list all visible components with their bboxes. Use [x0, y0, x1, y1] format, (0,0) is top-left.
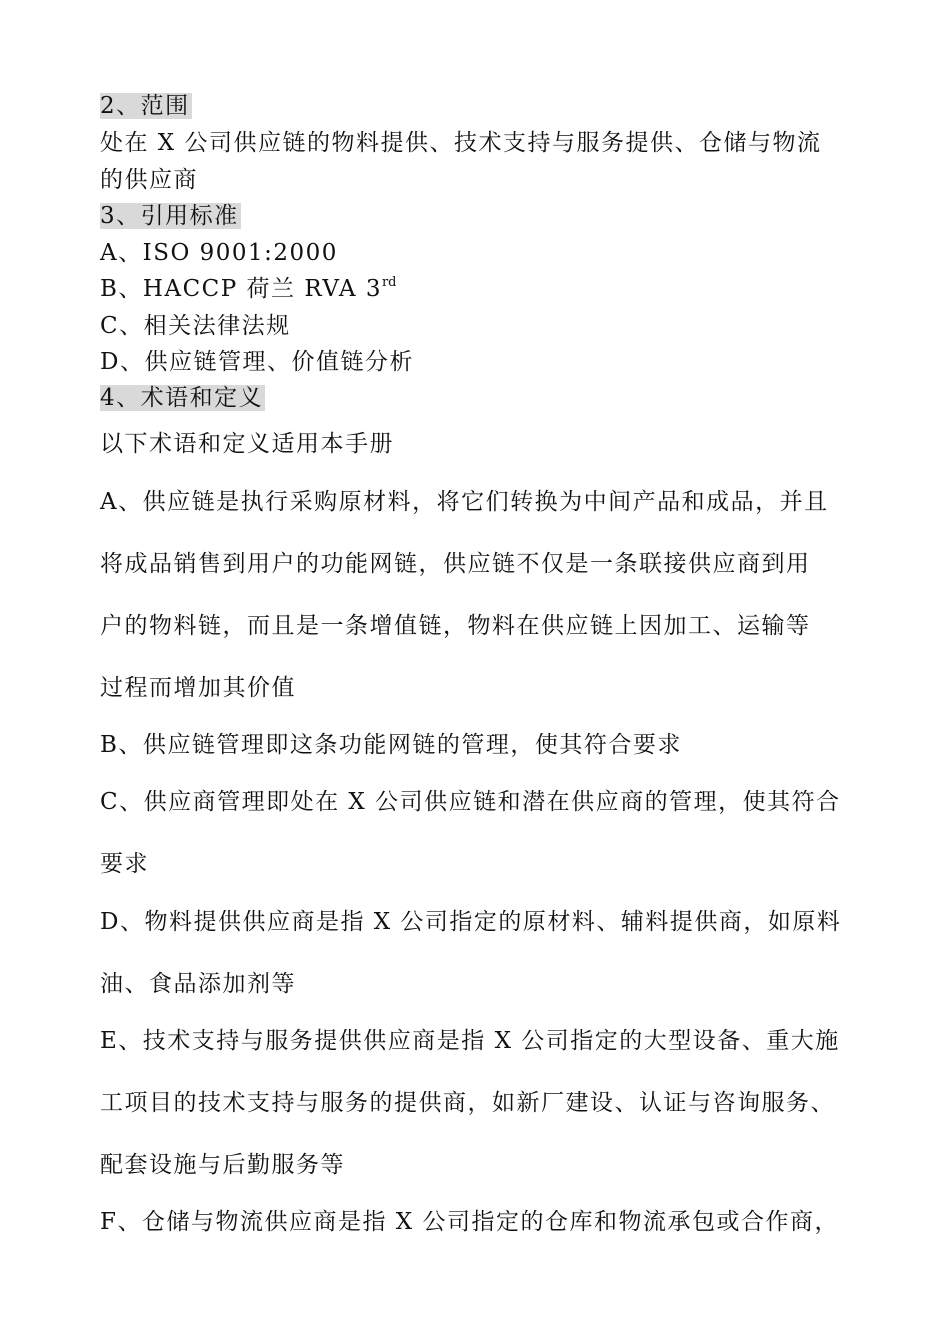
reference-item-a: A、ISO 9001:2000 — [100, 240, 338, 266]
reference-item-b — [100, 273, 397, 305]
section-heading-terms — [100, 382, 265, 414]
terms-line-8: D、物料提供供应商是指 X 公司指定的原材料、辅料提供商，如原料 — [100, 909, 842, 935]
terms-line-5: B、供应链管理即这条功能网链的管理，使其符合要求 — [100, 732, 682, 758]
reference-item-c: C、相关法律法规 — [100, 313, 291, 339]
heading-text: 4、术语和定义 — [100, 385, 264, 411]
terms-line-3: 户的物料链，而且是一条增值链，物料在供应链上因加工、运输等 — [100, 613, 811, 639]
heading-text: 3、引用标准 — [100, 203, 239, 229]
terms-line-2: 将成品销售到用户的功能网链，供应链不仅是一条联接供应商到用 — [100, 551, 811, 577]
terms-intro: 以下术语和定义适用本手册 — [100, 431, 394, 457]
section-heading-references — [100, 200, 241, 232]
superscript-rd: rd — [381, 275, 397, 290]
terms-line-12: 配套设施与后勤服务等 — [100, 1152, 345, 1178]
terms-line-9: 油、食品添加剂等 — [100, 971, 296, 997]
section-heading-scope — [100, 90, 192, 122]
terms-line-11: 工项目的技术支持与服务的提供商，如新厂建设、认证与咨询服务、 — [100, 1090, 835, 1116]
reference-item-d: D、供应链管理、价值链分析 — [100, 349, 414, 375]
terms-line-10: E、技术支持与服务提供供应商是指 X 公司指定的大型设备、重大施 — [100, 1028, 840, 1054]
reference-item-b-text: B、HACCP 荷兰 RVA 3 — [100, 276, 382, 302]
scope-line-2: 的供应商 — [100, 167, 198, 193]
heading-text: 2、范围 — [100, 93, 190, 119]
terms-line-7: 要求 — [100, 851, 149, 877]
terms-line-6: C、供应商管理即处在 X 公司供应链和潜在供应商的管理，使其符合 — [100, 789, 841, 815]
terms-line-1: A、供应链是执行采购原材料，将它们转换为中间产品和成品，并且 — [100, 489, 829, 515]
terms-line-4: 过程而增加其价值 — [100, 675, 296, 701]
scope-line-1: 处在 X 公司供应链的物料提供、技术支持与服务提供、仓储与物流 — [100, 130, 822, 156]
terms-line-13: F、仓储与物流供应商是指 X 公司指定的仓库和物流承包或合作商， — [100, 1209, 839, 1235]
